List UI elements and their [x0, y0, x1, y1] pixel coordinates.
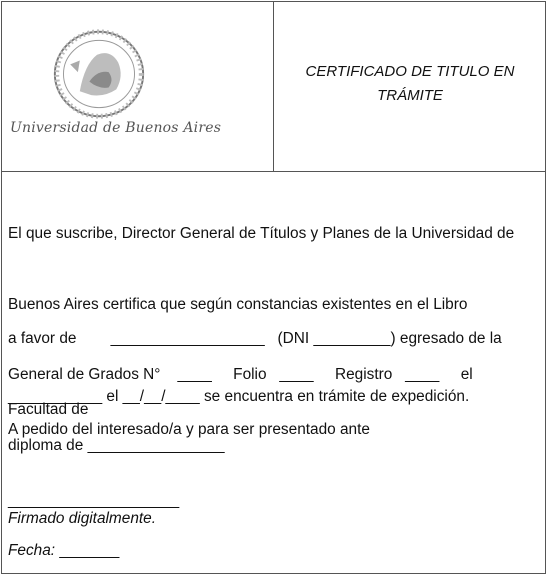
signed-note: Firmado digitalmente. [8, 510, 156, 527]
paragraph2-line1: a favor de __________________ (DNI _________) egresado de la [8, 330, 502, 347]
paragraph3-line1: ___________ el __/__/____ se encuentra en trámite de expedición. [8, 388, 470, 405]
date-line [8, 539, 542, 563]
university-seal-icon [40, 26, 158, 122]
certificate-title [300, 60, 520, 108]
paragraph1-line2: Buenos Aires certifica que según constancias existentes en el Libro [8, 295, 468, 313]
paragraph4-line1: A pedido del interesado/a y para ser presentado ante [8, 421, 370, 438]
paragraph4-line2: ____________________ [8, 491, 180, 509]
header-column-divider [273, 1, 274, 172]
date-label: Fecha: [8, 542, 56, 559]
university-name: Universidad de Buenos Aires [10, 120, 222, 136]
title-line-1: CERTIFICADO DE TITULO EN [305, 63, 515, 80]
date-blank: _______ [55, 542, 120, 559]
paragraph1-line4: diploma de ________________ [8, 436, 225, 454]
paragraph1-line3: General de Grados N° ____ Folio ____ Registro ____ el [8, 366, 473, 383]
university-logo [10, 18, 222, 148]
paragraph2-line2: Facultad de [8, 400, 89, 418]
paragraph1-line1: El que suscribe, Director General de Títulos y Planes de la Universidad de [8, 225, 515, 242]
title-line-2: TRÁMITE [377, 87, 443, 104]
